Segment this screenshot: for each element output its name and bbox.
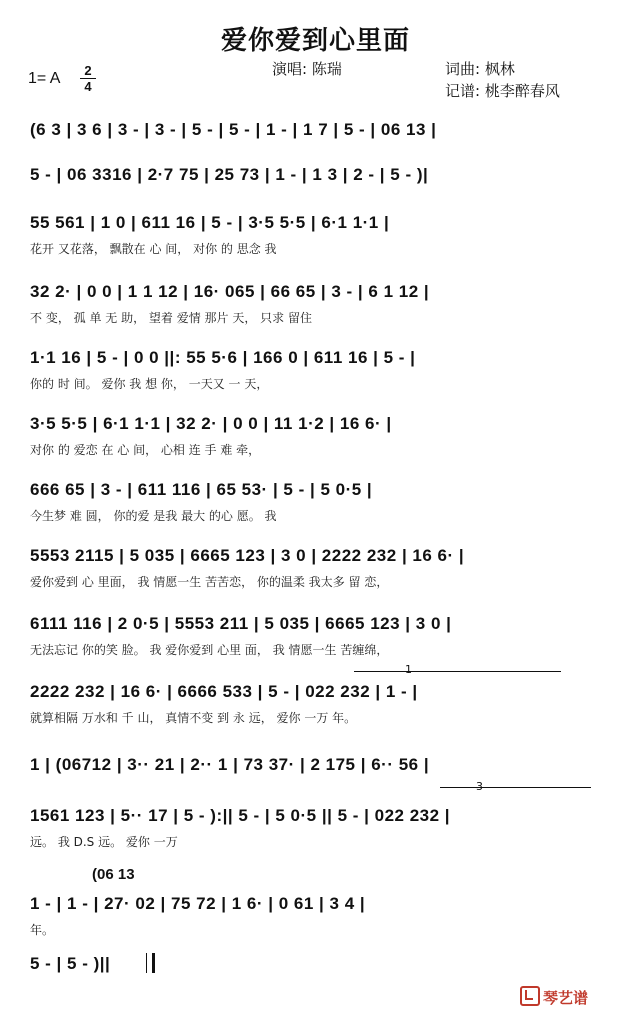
- notes-line: 1 | (06712 | 3·· 21 | 2·· 1 | 73 37· | 2 175 | 6·· 56 |: [30, 755, 430, 774]
- logo-text: 琴艺谱: [543, 989, 589, 1007]
- time-signature-top: 2: [84, 63, 92, 78]
- notes-line: 1·1 16 | 5 - | 0 0 ||: 55 5·6 | 166 0 | 611 16 | 5 - |: [30, 348, 416, 367]
- third-ending-bracket: [440, 787, 591, 788]
- third-ending-label: 3: [476, 780, 483, 793]
- site-logo: [520, 986, 588, 1008]
- notes-line: 5 - | 5 - )||: [30, 954, 111, 973]
- first-ending-label: 1: [405, 663, 412, 676]
- notes-line: 6111 116 | 2 0·5 | 5553 211 | 5 035 | 6665 123 | 3 0 |: [30, 614, 452, 633]
- lyrics-line: 今生梦 难 圆， 你的爱 是我 最大 的心 愿。 我: [30, 509, 277, 523]
- transcriber-credit: 记谱: 桃李醉春风: [445, 82, 560, 100]
- lyrics-line: 无法忘记 你的笑 脸。 我 爱你爱到 心里 面， 我 情愿一生 苦缠绵，: [30, 643, 389, 657]
- lyrics-line: 你的 时 间。 爱你 我 想 你， 一天又 一 天，: [30, 377, 269, 391]
- notes-line: 2222 232 | 16 6· | 6666 533 | 5 - | 022 232 | 1 - |: [30, 682, 418, 701]
- time-signature: [80, 64, 96, 93]
- composer-credit: 词曲: 枫林: [445, 60, 515, 78]
- lyrics-line: 远。 我 D.S 远。 爱你 一万: [30, 835, 178, 849]
- lyrics-line: 对你 的 爱恋 在 心 间， 心相 连 手 难 牵，: [30, 443, 261, 457]
- lyrics-line: 就算相隔 万水和 千 山， 真情不变 到 永 远， 爱你 一万 年。: [30, 711, 357, 725]
- notes-line: (6 3 | 3 6 | 3 - | 3 - | 5 - | 5 - | 1 - | 1 7 | 5 - | 06 13 |: [30, 120, 437, 139]
- notes-line: 5 - | 06 3316 | 2·7 75 | 25 73 | 1 - | 1 3 | 2 - | 5 - )|: [30, 165, 429, 184]
- lyrics-line: 花开 又花落， 飘散在 心 间， 对你 的 思念 我: [30, 242, 277, 256]
- lyrics-line: 不 变， 孤 单 无 助， 望着 爱情 那片 天， 只求 留住: [30, 311, 312, 325]
- lyrics-line: 爱你爱到 心 里面， 我 情愿一生 苦苦恋， 你的温柔 我太多 留 恋，: [30, 575, 389, 589]
- intro-pickup: (06 13: [92, 866, 135, 883]
- lyrics-line: 年。: [30, 923, 55, 937]
- key-signature: 1= A: [28, 70, 61, 87]
- final-barline: [146, 953, 155, 973]
- first-ending-bracket: [354, 671, 561, 672]
- notes-line: 1 - | 1 - | 27· 02 | 75 72 | 1 6· | 0 61 | 3 4 |: [30, 894, 366, 913]
- time-signature-bottom: 4: [84, 79, 92, 94]
- page-title: 爱你爱到心里面: [220, 26, 410, 56]
- singer-credit: 演唱: 陈瑞: [272, 60, 342, 78]
- notes-line: 666 65 | 3 - | 611 116 | 65 53· | 5 - | 5 0·5 |: [30, 480, 373, 499]
- notes-line: 1561 123 | 5·· 17 | 5 - ):|| 5 - | 5 0·5 || 5 - | 022 232 |: [30, 806, 451, 825]
- notes-line: 55 561 | 1 0 | 611 16 | 5 - | 3·5 5·5 | 6·1 1·1 |: [30, 213, 390, 232]
- notes-line: 5553 2115 | 5 035 | 6665 123 | 3 0 | 2222 232 | 16 6· |: [30, 546, 465, 565]
- logo-icon: [520, 986, 540, 1006]
- notes-line: 32 2· | 0 0 | 1 1 12 | 16· 065 | 66 65 | 3 - | 6 1 12 |: [30, 282, 430, 301]
- notes-line: 3·5 5·5 | 6·1 1·1 | 32 2· | 0 0 | 11 1·2 | 16 6· |: [30, 414, 392, 433]
